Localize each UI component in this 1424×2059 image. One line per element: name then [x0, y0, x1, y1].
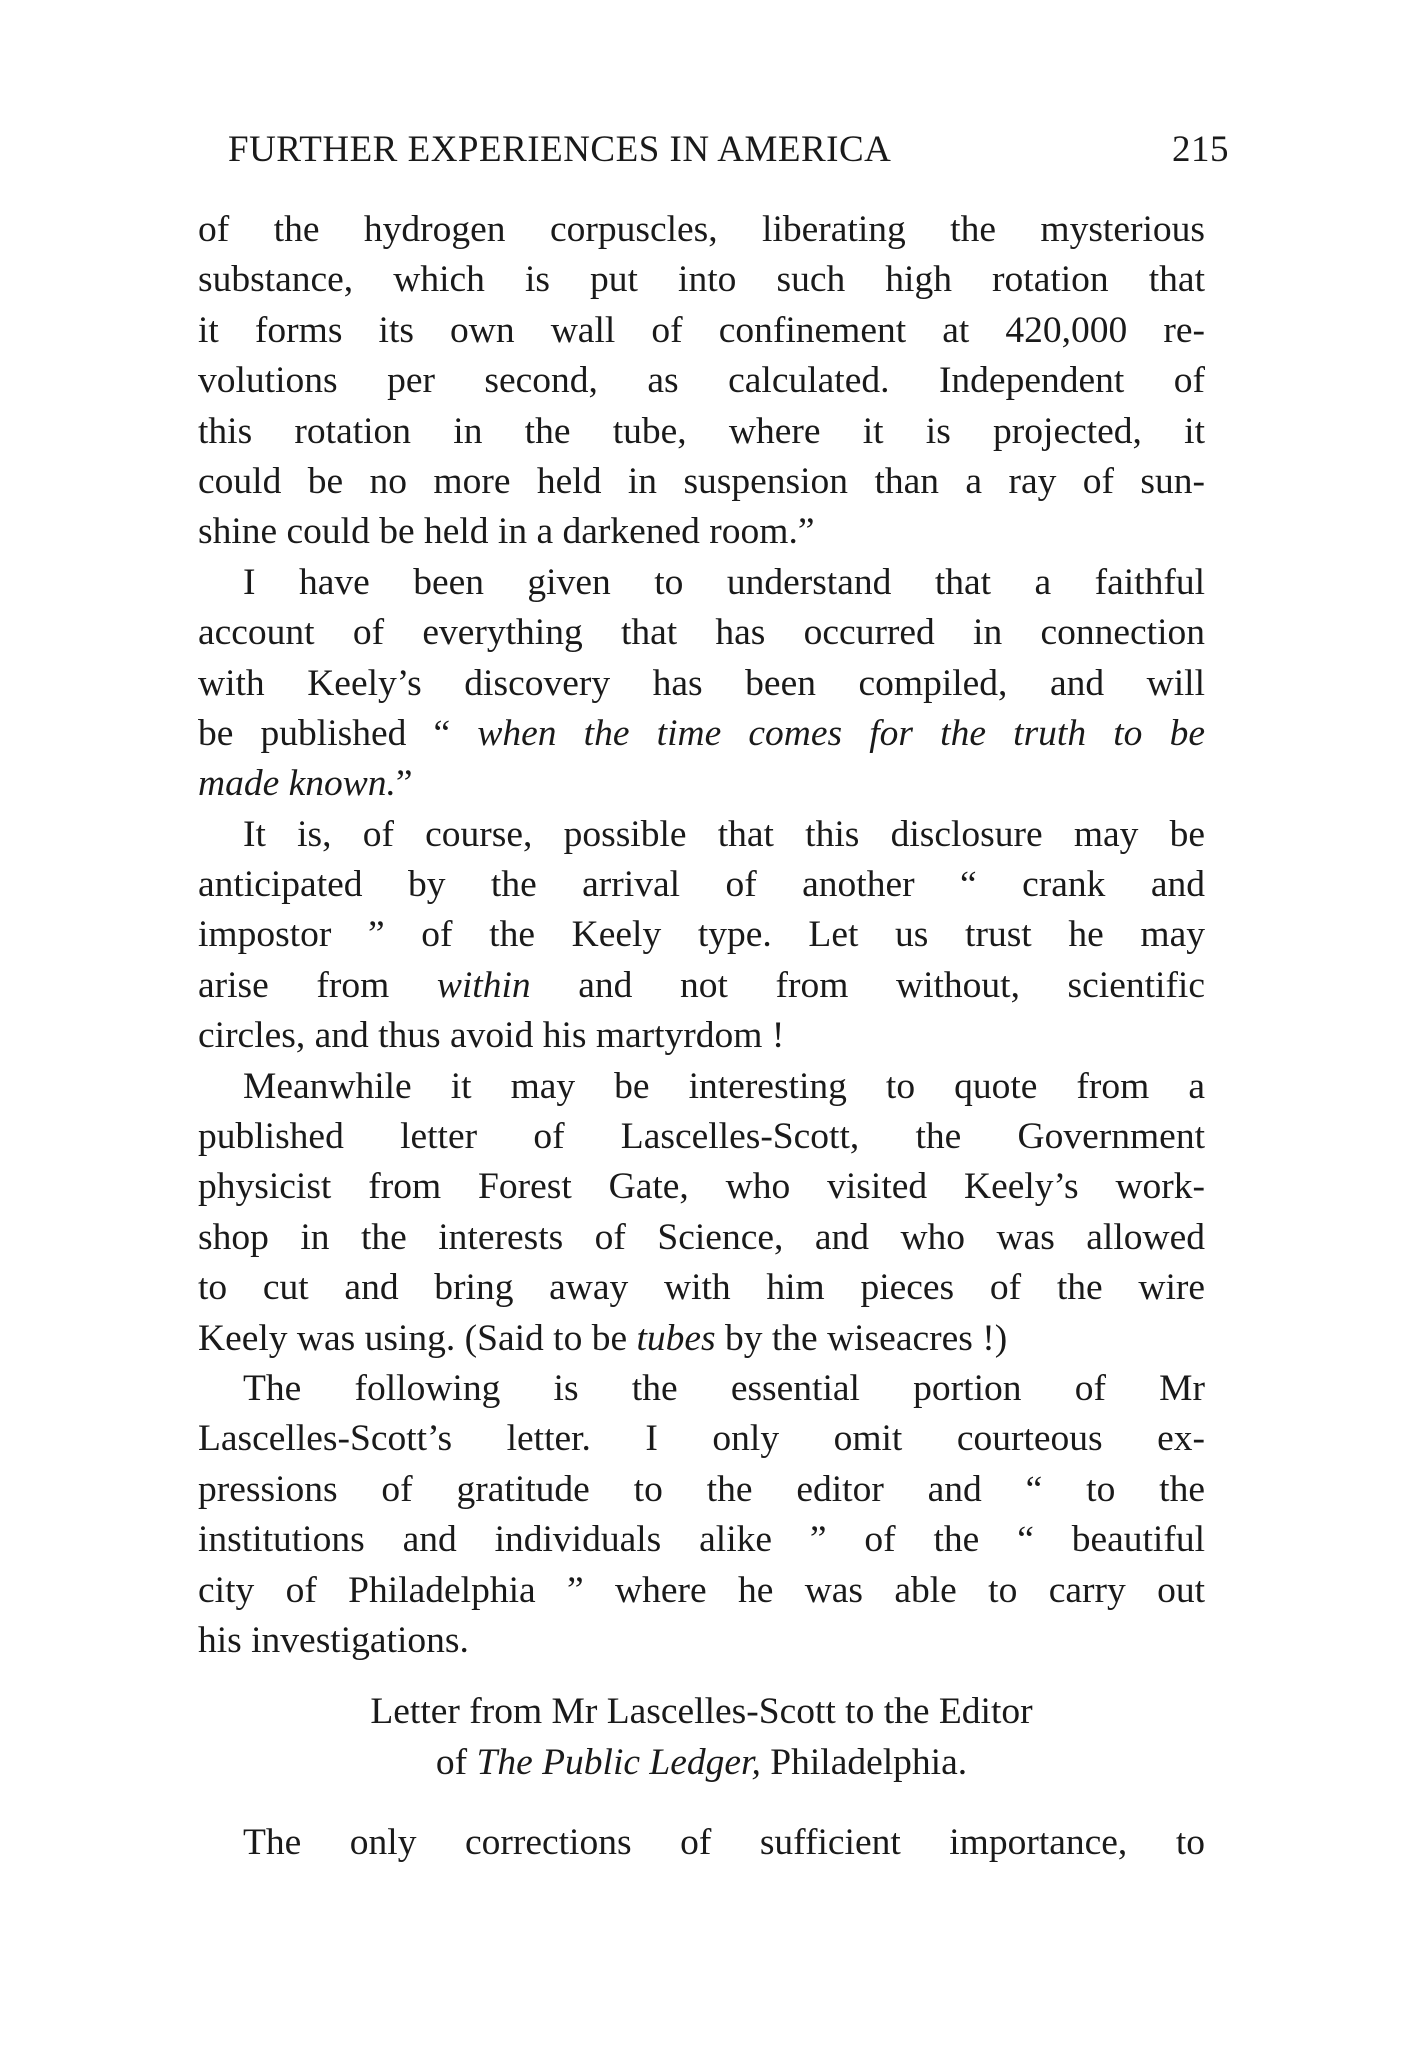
text-line: impostor ” of the Keely type. Let us trust he may	[198, 914, 1205, 956]
running-head	[228, 128, 1229, 172]
text-line: I have been given to understand that a faithful	[243, 561, 1205, 603]
text-line: it forms its own wall of confinement at 420,000 re-	[198, 309, 1205, 351]
text-line: Meanwhile it may be interesting to quote from a	[243, 1065, 1205, 1107]
body-text	[198, 205, 1205, 1869]
text-line	[198, 1314, 1205, 1364]
text-line: shop in the interests of Science, and who was allowed	[198, 1216, 1205, 1258]
text-run: be published “	[198, 712, 478, 754]
italic-run: within	[436, 964, 531, 1006]
text-line: of the hydrogen corpuscles, liberating the mysterious	[198, 209, 1205, 250]
text-line: volutions per second, as calculated. Independent of	[198, 360, 1205, 402]
text-run: arise from	[198, 964, 437, 1006]
page-number: 215	[1172, 129, 1229, 170]
spacer	[198, 1788, 1205, 1818]
text-line: circles, and thus avoid his martyrdom !	[198, 1015, 785, 1057]
text-line: It is, of course, possible that this disclosure may be	[243, 813, 1205, 855]
text-line: published letter of Lascelles-Scott, the Government	[198, 1116, 1205, 1158]
letter-heading-line	[198, 1738, 1205, 1788]
text-line: pressions of gratitude to the editor and “ to the	[198, 1468, 1205, 1510]
text-line: to cut and bring away with him pieces of the wire	[198, 1267, 1205, 1309]
text-line: account of everything that has occurred in connection	[198, 612, 1205, 654]
text-line: shine could be held in a darkened room.”	[198, 511, 815, 553]
text-line: this rotation in the tube, where it is projected, it	[198, 410, 1205, 452]
italic-run: made known.	[198, 763, 396, 805]
text-line: physicist from Forest Gate, who visited Keely’s work-	[198, 1166, 1205, 1208]
text-line: The only corrections of sufficient importance, to	[243, 1822, 1205, 1864]
text-line: his investigations.	[198, 1619, 469, 1661]
text-run: of	[435, 1741, 477, 1783]
text-line	[198, 961, 1205, 1011]
italic-run: The Public Ledger,	[476, 1741, 761, 1783]
letter-heading-line: Letter from Mr Lascelles-Scott to the Editor	[370, 1691, 1033, 1733]
text-line: The following is the essential portion of Mr	[243, 1367, 1205, 1409]
text-line: with Keely’s discovery has been compiled, and will	[198, 662, 1205, 704]
text-run: by the wiseacres !)	[715, 1317, 1008, 1359]
italic-run: when the time comes for the truth to be	[477, 712, 1205, 754]
text-line: Lascelles-Scott’s letter. I only omit courteous ex-	[198, 1418, 1205, 1460]
text-line	[198, 709, 1205, 759]
spacer	[198, 1666, 1205, 1687]
text-line: institutions and individuals alike ” of the “ beautiful	[198, 1519, 1205, 1561]
text-run: and not from without, scientific	[530, 964, 1205, 1006]
text-line: city of Philadelphia ” where he was able to carry out	[198, 1569, 1205, 1611]
text-run: Keely was using. (Said to be	[198, 1317, 637, 1359]
text-line: substance, which is put into such high rotation that	[198, 259, 1205, 301]
text-line: could be no more held in suspension than a ray of sun-	[198, 460, 1205, 502]
italic-run: tubes	[636, 1317, 716, 1359]
running-head-title: FURTHER EXPERIENCES IN AMERICA	[228, 129, 892, 170]
text-line	[198, 759, 1205, 809]
text-line: anticipated by the arrival of another “ crank and	[198, 864, 1205, 906]
text-run: Philadelphia.	[760, 1741, 968, 1783]
text-run: ”	[395, 763, 413, 805]
